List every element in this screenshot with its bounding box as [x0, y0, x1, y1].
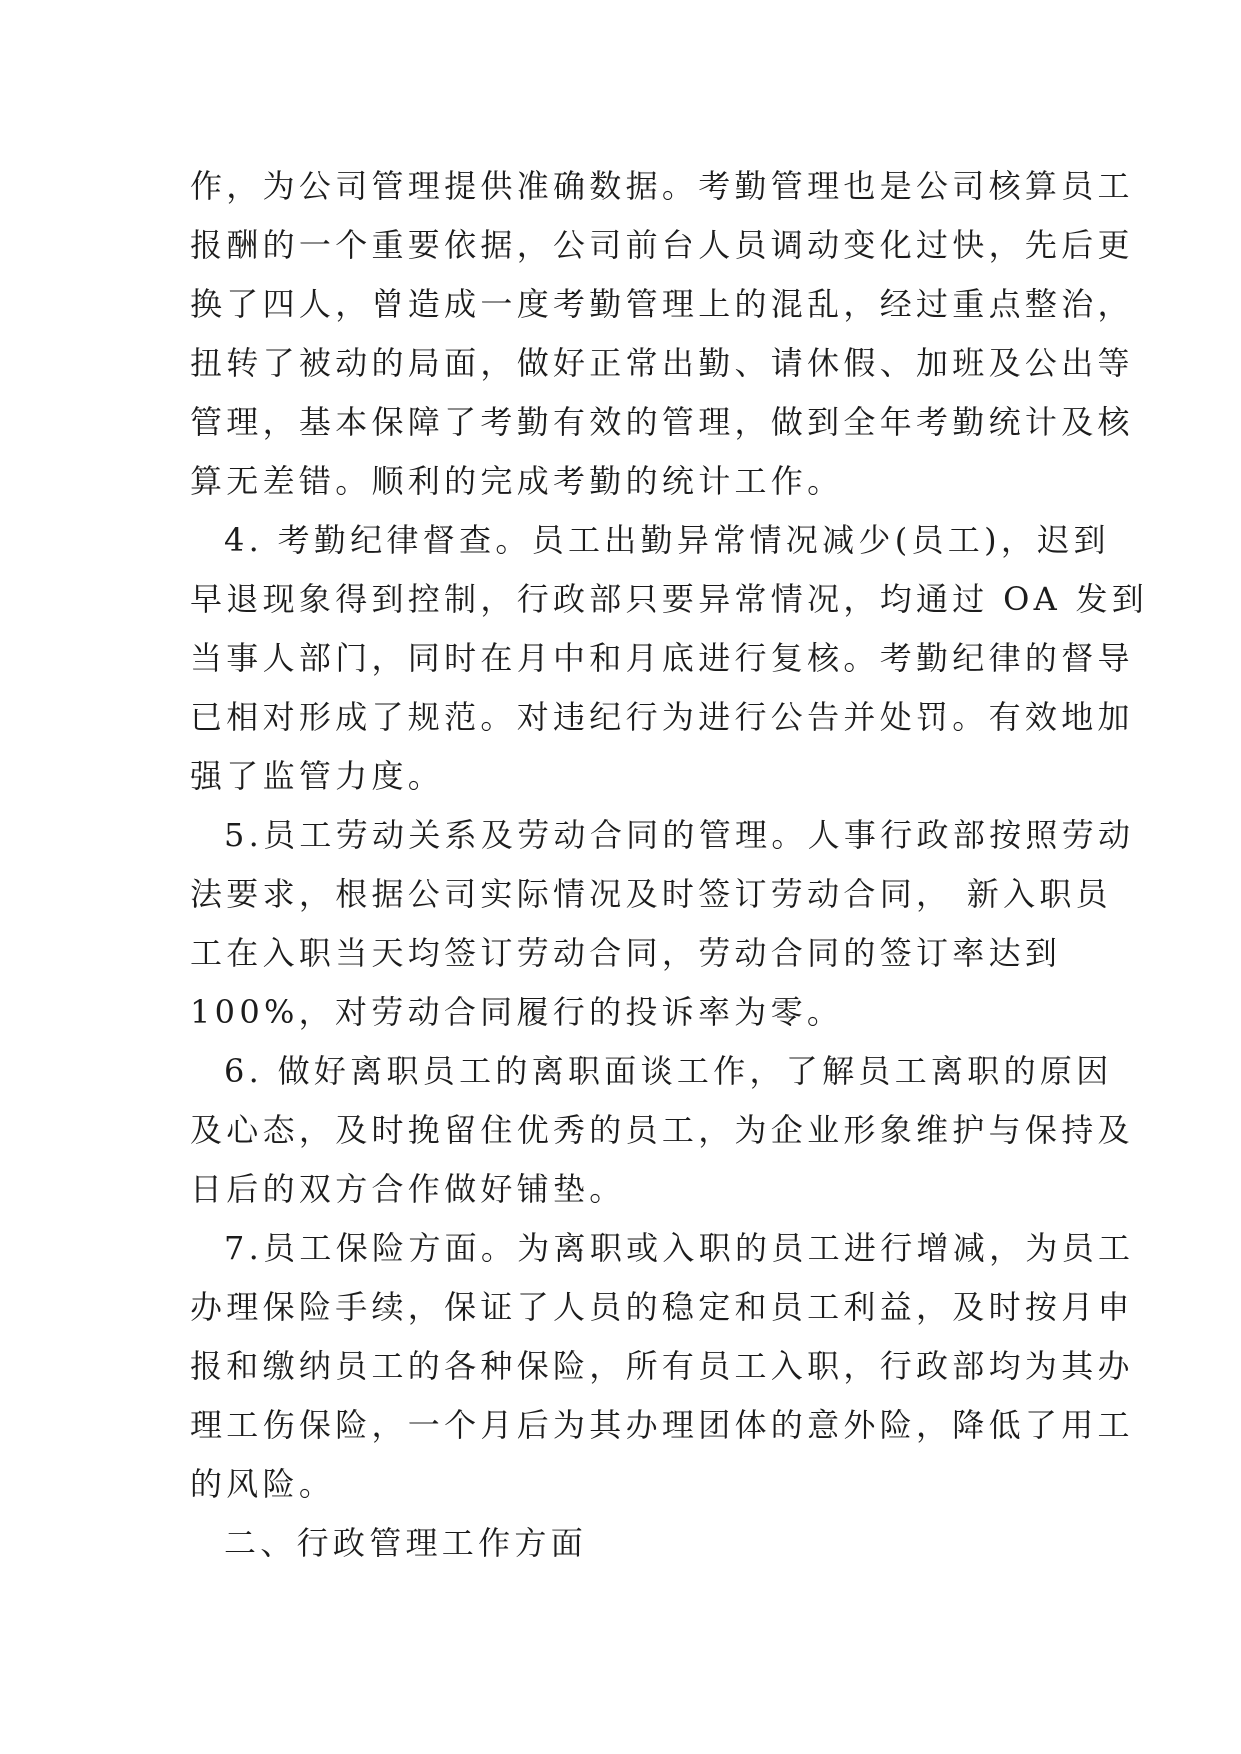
- text-line: 已相对形成了规范。对违纪行为进行公告并处罚。有效地加: [190, 698, 1134, 736]
- text-line: 法要求，根据公司实际情况及时签订劳动合同， 新入职员: [190, 875, 1112, 913]
- document-body: [190, 157, 1149, 1573]
- text-line: 日后的双方合作做好铺垫。: [190, 1170, 626, 1208]
- text-line: 工在入职当天均签订劳动合同，劳动合同的签订率达到: [190, 934, 1062, 972]
- text-line: 算无差错。顺利的完成考勤的统计工作。: [190, 462, 844, 500]
- text-line: 及心态，及时挽留住优秀的员工，为企业形象维护与保持及: [190, 1111, 1134, 1149]
- text-line: 早退现象得到控制，行政部只要异常情况，均通过 OA 发到: [190, 580, 1149, 618]
- text-line: 强了监管力度。: [190, 757, 445, 795]
- text-line: 100%，对劳动合同履行的投诉率为零。: [190, 993, 844, 1031]
- text-line: 当事人部门，同时在月中和月底进行复核。考勤纪律的督导: [190, 639, 1134, 677]
- section-heading: 二、行政管理工作方面: [224, 1524, 588, 1562]
- paragraph-start-line: 6. 做好离职员工的离职面谈工作，了解员工离职的原因: [224, 1052, 1113, 1090]
- text-line: 理工伤保险，一个月后为其办理团体的意外险，降低了用工: [190, 1406, 1134, 1444]
- text-line: 办理保险手续，保证了人员的稳定和员工利益，及时按月申: [190, 1288, 1134, 1326]
- text-line: 报和缴纳员工的各种保险，所有员工入职，行政部均为其办: [190, 1347, 1134, 1385]
- text-line: 扭转了被动的局面，做好正常出勤、请休假、加班及公出等: [190, 344, 1134, 382]
- paragraph-start-line: 7.员工保险方面。为离职或入职的员工进行增减，为员工: [224, 1229, 1135, 1267]
- text-line: 作，为公司管理提供准确数据。考勤管理也是公司核算员工: [190, 167, 1134, 205]
- text-line: 报酬的一个重要依据，公司前台人员调动变化过快，先后更: [190, 226, 1134, 264]
- text-line: 管理，基本保障了考勤有效的管理，做到全年考勤统计及核: [190, 403, 1134, 441]
- paragraph-start-line: 5.员工劳动关系及劳动合同的管理。人事行政部按照劳动: [224, 816, 1135, 854]
- text-line: 换了四人，曾造成一度考勤管理上的混乱，经过重点整治，: [190, 285, 1134, 323]
- text-line: 的风险。: [190, 1465, 336, 1503]
- paragraph-start-line: 4. 考勤纪律督查。员工出勤异常情况减少(员工)，迟到: [224, 521, 1110, 559]
